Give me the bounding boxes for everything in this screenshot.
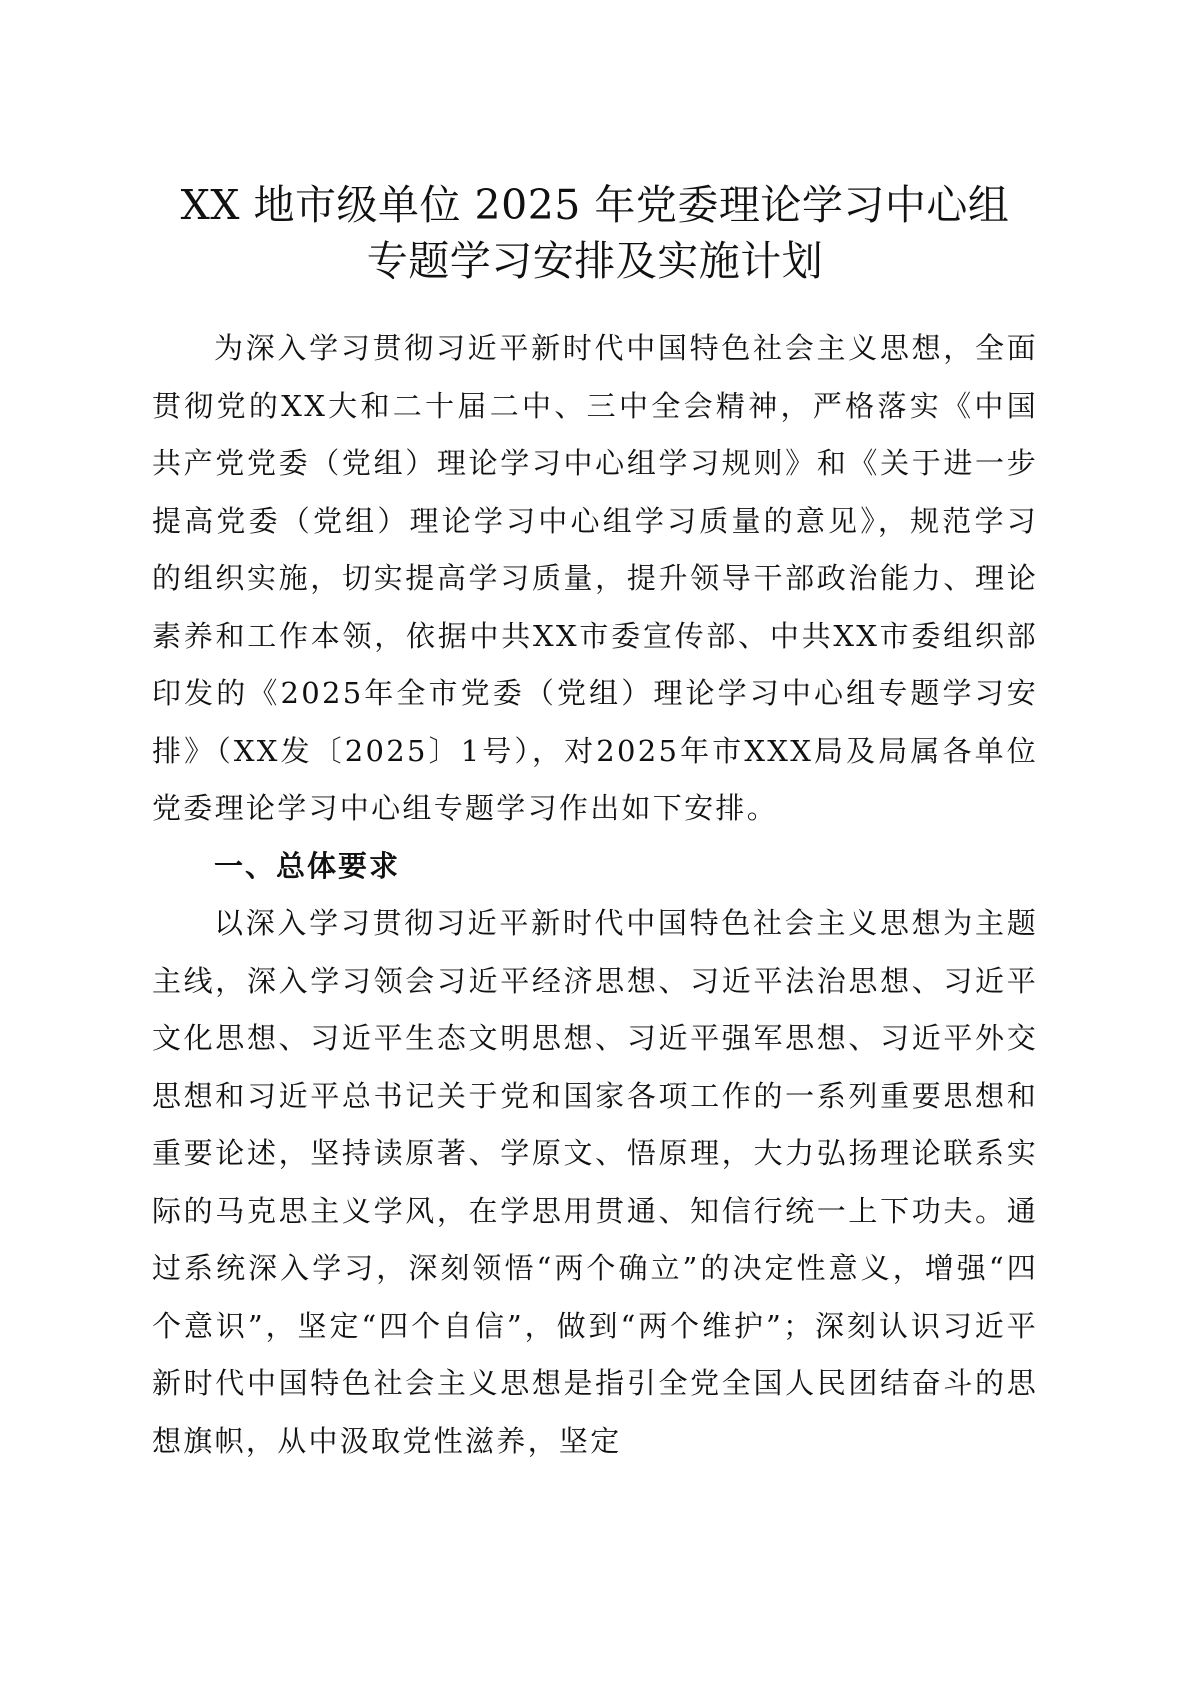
document-body [152, 320, 1038, 1470]
intro-paragraph: 为深入学习贯彻习近平新时代中国特色社会主义思想，全面贯彻党的XX大和二十届二中、三中全会精神，严格落实《中国共产党党委（党组）理论学习中心组学习规则》和《关于进一步提高党委（党组）理论学习中心组学习质量的意见》，规范学习的组织实施，切实提高学习质量，提升领导干部政治能力、理论素养和工作本领，依据中共XX市委宣传部、中共XX市委组织部印发的《2025年全市党委（党组）理论学习中心组专题学习安排》（XX发〔2025〕1号），对2025年市XXX局及局属各单位党委理论学习中心组专题学习作出如下安排。 [152, 331, 1038, 825]
document-title-line-1: XX 地市级单位 2025 年党委理论学习中心组 [180, 181, 1010, 229]
overall-requirements-paragraph: 以深入学习贯彻习近平新时代中国特色社会主义思想为主题主线，深入学习领会习近平经济思想、习近平法治思想、习近平文化思想、习近平生态文明思想、习近平强军思想、习近平外交思想和习近平总书记关于党和国家各项工作的一系列重要思想和重要论述，坚持读原著、学原文、悟原理，大力弘扬理论联系实际的马克思主义学风，在学思用贯通、知信行统一上下功夫。通过系统深入学习，深刻领悟“两个确立”的决定性意义，增强“四个意识”，坚定“四个自信”，做到“两个维护”；深刻认识习近平新时代中国特色社会主义思想是指引全党全国人民团结奋斗的思想旗帜，从中汲取党性滋养，坚定 [152, 906, 1038, 1458]
section-heading-overall-requirements: 一、总体要求 [214, 848, 401, 883]
document-title-line-2: 专题学习安排及实施计划 [366, 237, 824, 285]
